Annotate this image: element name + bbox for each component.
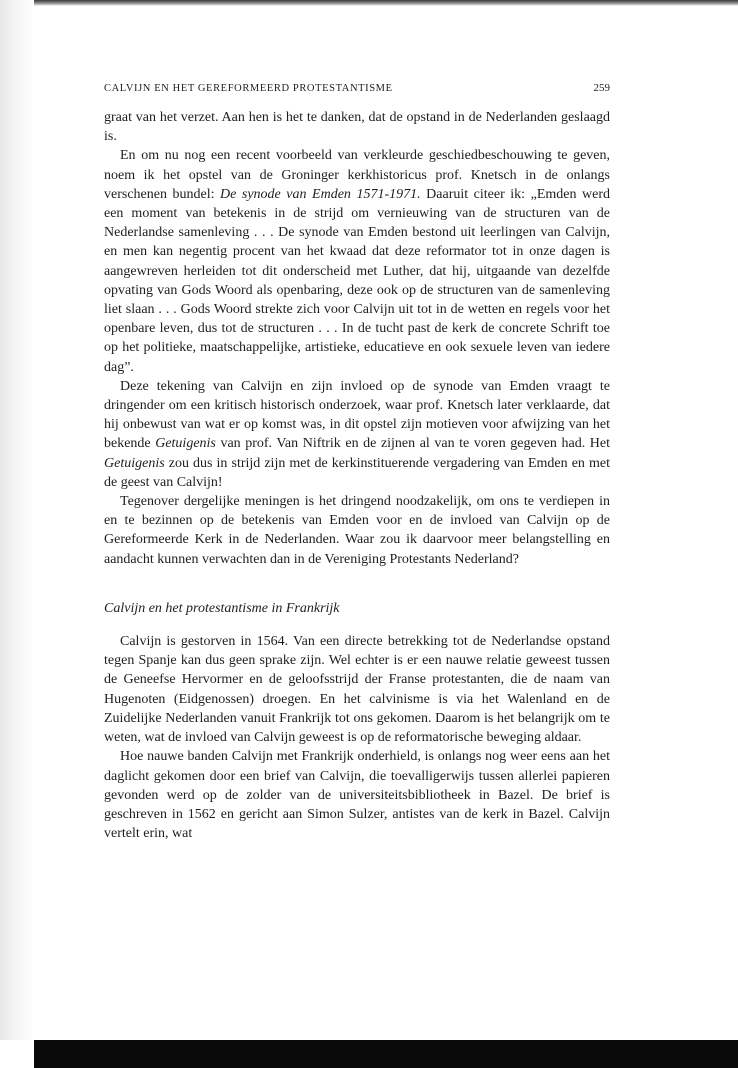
book-page	[104, 82, 610, 843]
paragraph	[104, 632, 610, 747]
paragraph	[104, 146, 610, 376]
getuigenis-italic: Getuigenis	[104, 455, 165, 471]
section-heading: Calvijn en het protestantisme in Frankrijk	[104, 600, 340, 616]
getuigenis-italic: Getuigenis	[155, 436, 216, 452]
text-segment: Deze tekening van Calvijn en zijn invloed op de synode van Emden vraagt te dringender om een kritisch historisch onderzoek, waar prof. Knetsch later verklaarde, dat hij onbewust van wat er op komst was, in dit opstel zijn motieven voor afwijzing van het bekende	[104, 378, 610, 452]
scan-edge-top	[0, 0, 738, 6]
text-segment: van prof. Van Niftrik en de zijnen al van te voren gegeven had. Het	[215, 436, 610, 452]
running-head-title: CALVIJN EN HET GEREFORMEERD PROTESTANTISME	[104, 83, 393, 94]
paragraph	[104, 747, 610, 843]
text-segment: Calvijn is gestorven in 1564. Van een directe betrekking tot de Nederlandse opstand tegen Spanje kan dus geen sprake zijn. Wel echter is er een nauwe relatie geweest tussen de Geneefse Hervormer en de geloofsstrijd der Franse protestanten, die de naam van Hugenoten (Eidgenossen) droegen. En het calvinisme is via het Walenland en de Zuidelijke Nederlanden vanuit Frankrijk tot ons gekomen. Daarom is het belangrijk om te weten, wat de invloed van Calvijn geweest is op de reformatorische beweging aldaar.	[104, 634, 610, 746]
text-segment: Hoe nauwe banden Calvijn met Frankrijk onderhield, is onlangs nog weer eens aan het daglicht gekomen door een brief van Calvijn, die toevalligerwijs tussen allerlei papieren gevonden werd op de zolder van de universiteitsbibliotheek in Bazel. De brief is geschreven in 1562 en gericht aan Simon Sulzer, antistes van de kerk in Bazel. Calvijn vertelt erin, wat	[104, 749, 610, 842]
scan-edge-left	[0, 0, 34, 1040]
text-segment: En om nu nog een recent voorbeeld van verkleurde geschiedbeschouwing te geven, noem ik het opstel van de Groninger kerkhistoricus prof. Knetsch in de onlangs verschenen bundel:	[104, 148, 610, 202]
paragraph	[104, 377, 610, 492]
paragraph	[104, 492, 610, 569]
scan-edge-bottom	[34, 1040, 738, 1068]
running-head	[104, 82, 610, 94]
paragraph	[104, 108, 610, 146]
book-title-italic: De synode van Emden 1571-1971.	[220, 186, 421, 202]
page-number: 259	[593, 82, 610, 94]
text-segment: graat van het verzet. Aan hen is het te danken, dat de opstand in de Nederlanden geslaagd is.	[104, 110, 610, 145]
text-segment: zou dus in strijd zijn met de kerkinstituerende vergadering van Emden en met de geest van Calvijn!	[104, 455, 610, 490]
text-segment: Daaruit citeer ik: „Emden werd een moment van betekenis in de strijd om vernieuwing van de structuren van de Nederlandse samenleving . . . De synode van Emden bestond uit leerlingen van Calvijn, en men kan negentig procent van het kwaad dat deze reformator tot in onze dagen is aangewreven herleiden tot dit onderscheid met Luther, dat hij, uitgaande van dezelfde opvating van Gods Woord als openbaring, deze ook op de structuren van de samenleving liet slaan . . . Gods Woord strekte zich voor Calvijn uit tot in de wetten en regels voor het openbare leven, dus tot de structuren . . . In de tucht past de kerk de concrete Schrift toe op het politieke, maatschappelijke, artistieke, educatieve en ook sexuele leven van iedere dag”.	[104, 186, 610, 375]
text-segment: Tegenover dergelijke meningen is het dringend noodzakelijk, om ons te verdiepen in en te bezinnen op de betekenis van Emden voor en de invloed van Calvijn op de Gereformeerde Kerk in de Nederlanden. Waar zou ik daarvoor meer belangstelling en aandacht kunnen verwachten dan in de Vereniging Protestants Nederland?	[104, 494, 610, 567]
